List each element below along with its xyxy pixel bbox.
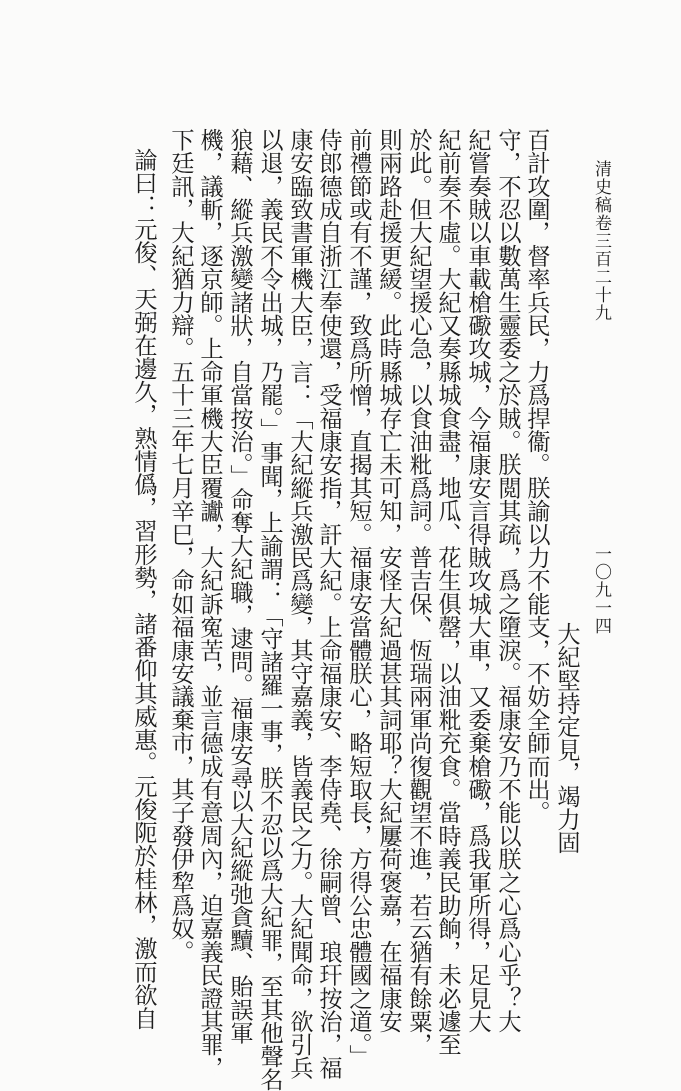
text-column-10: 康安臨致書軍機大臣，言：「大紀縱兵激民爲變，其守嘉義，皆義民之力。大紀聞命，欲引兵: [286, 128, 313, 1080]
text-column-02: 百計攻圍，督率兵民，力爲捍衞。朕諭以力不能支，不妨全師而出。: [523, 128, 550, 824]
text-column-07: 則兩路赴援更緩。此時縣城存亡未可知，安怪大紀過甚其詞耶？大紀屢荷褒嘉，在福康安: [375, 128, 402, 1033]
page-number: 一〇九一四: [591, 545, 611, 635]
book-title: 清史稿卷三百二十九: [591, 160, 611, 322]
text-column-12: 狼藉、縱兵激變諸狀，自當按治。」命奪大紀職，逮問。福康安尋以大紀縱弛貪黷、貽誤軍: [226, 128, 253, 1045]
text-column-14: 下廷訊，大紀猶力辯。五十三年七月辛巳，命如福康安議棄市，其子發伊犂爲奴。: [167, 128, 194, 964]
text-column-04: 紀嘗奏賊以車載槍礮攻城，今福康安言得賊攻城大車，又委棄槍礮，爲我軍所得，足見大: [464, 128, 491, 1033]
text-column-06: 於此。但大紀望援心急，以食油粃爲詞。普吉保、恆瑞兩軍尚復觀望不進，若云猶有餘粟，: [405, 128, 432, 1056]
text-column-15: 論曰：元俊、天弼在邊久，熟情僞，習形勢，諸番仰其威惠。元俊阨於桂林，激而欲自: [130, 148, 157, 1030]
text-column-13: 機，議斬，逐京師。上命軍機大臣覆讞，大紀訴寃苦，並言德成有意周內，迫嘉義民證其罪，: [196, 128, 223, 1080]
text-column-03: 守，不忍以數萬生靈委之於賊。朕閲其疏，爲之墮淚。福康安乃不能以朕之心爲心乎？大: [494, 128, 521, 1033]
text-column-08: 前禮節或有不謹，致爲所憎，直揭其短。福康安當體朕心，略短取長，方得公忠體國之道。」: [345, 128, 372, 1068]
text-column-01: 大紀堅持定見，竭力固: [553, 622, 580, 854]
text-column-09: 侍郎德成自浙江奉使還，受福康安指，訐大紀。上命福康安、李侍堯、徐嗣曾、琅玕按治，福: [315, 128, 342, 1080]
text-column-05: 紀前奏不虛。大紀又奏縣城食盡，地瓜、花生俱罄，以油粃充食。當時義民助餉，未必遽至: [434, 128, 461, 1056]
text-column-11: 以退，義民不令出城，乃罷。」事聞，上諭謂：「守諸羅一事，朕不忍以爲大紀罪，至其他聲名: [256, 128, 283, 1091]
